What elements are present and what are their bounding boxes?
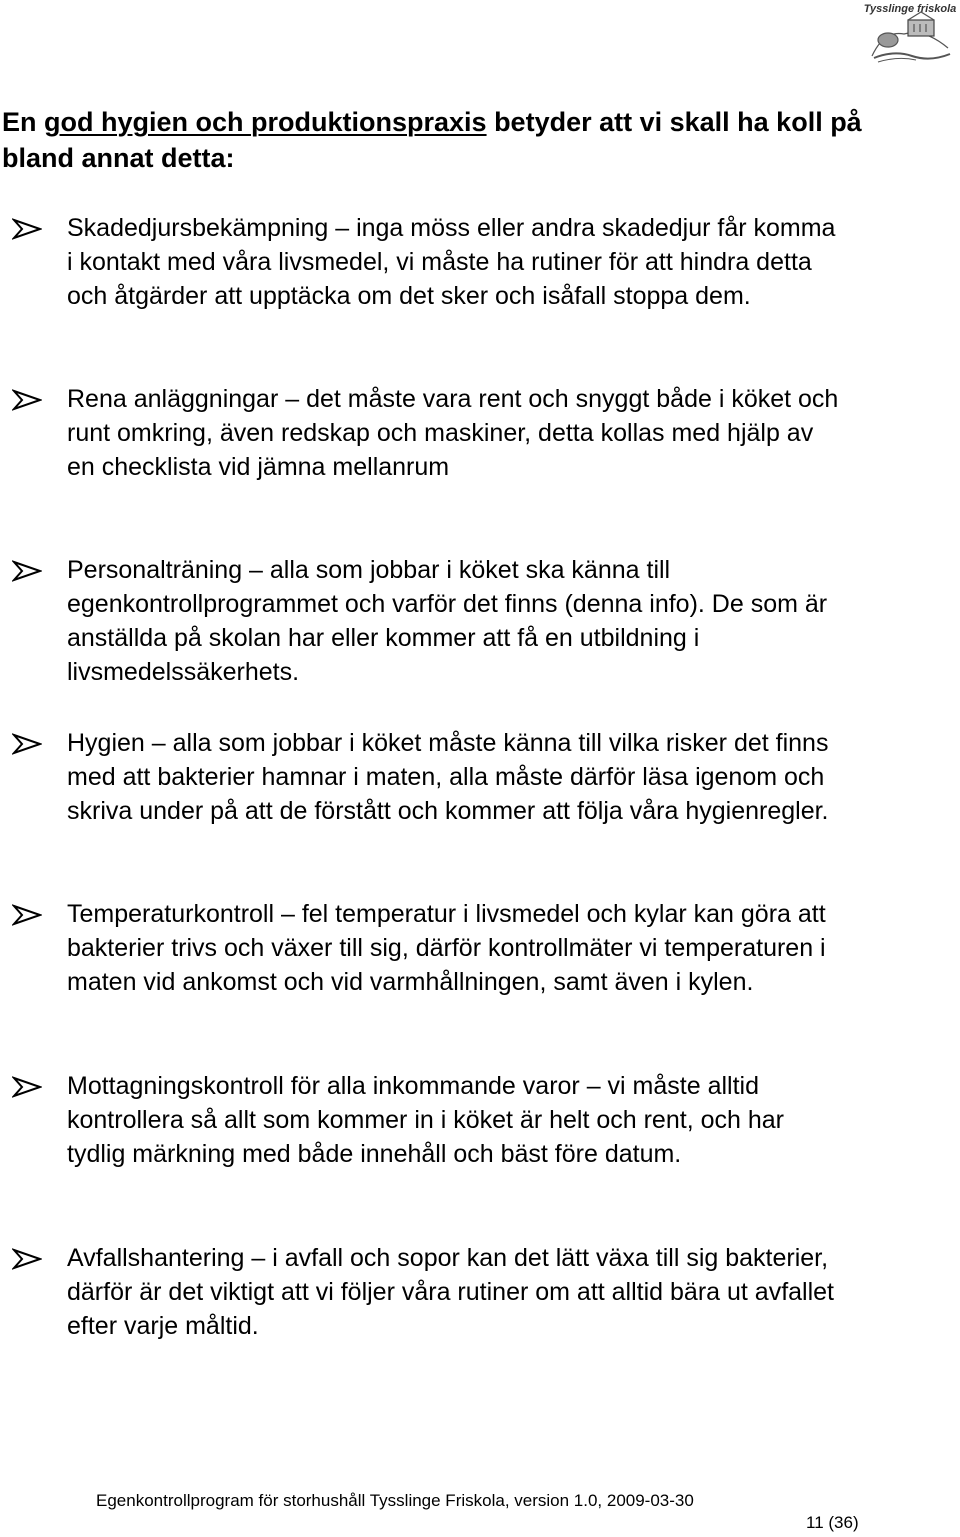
- school-logo: [864, 0, 956, 68]
- heading-prefix: En: [2, 107, 45, 137]
- list-item-text: Avfallshantering – i avfall och sopor kan det lätt växa till sig bakterier, därför är det viktigt att vi följer våra rutiner om att alltid bära ut avfallet efter varje måltid.: [67, 1244, 835, 1340]
- list-item-text: Rena anläggningar – det måste vara rent och snyggt både i köket och runt omkring, även redskap och maskiner, detta kollas med hjälp av en checklista vid jämna mellanrum: [67, 385, 839, 481]
- footer-text: Egenkontrollprogram för storhushåll Tysslinge Friskola, version 1.0, 2009-03-30: [96, 1491, 694, 1510]
- arrow-bullet-icon: [12, 1076, 42, 1098]
- arrow-bullet-icon: [12, 1248, 42, 1270]
- list-item-receiving-control: [67, 1069, 847, 1171]
- arrow-bullet-icon: [12, 733, 42, 755]
- arrow-bullet-icon: [12, 904, 42, 926]
- list-item-staff-training: [67, 553, 847, 689]
- arrow-bullet-icon: [12, 389, 42, 411]
- section-heading: [2, 104, 902, 176]
- list-item-text: Skadedjursbekämpning – inga möss eller andra skadedjur får komma i kontakt med våra livsmedel, vi måste ha rutiner för att hindra detta och åtgärder att upptäcka om det sker och isåfall stoppa dem.: [67, 214, 836, 310]
- list-item-text: Mottagningskontroll för alla inkommande varor – vi måste alltid kontrollera så allt som kommer in i köket är helt och rent, och har tydlig märkning med både innehåll och bäst före datum.: [67, 1072, 784, 1168]
- heading-suffix: betyder att vi skall ha koll på bland annat detta:: [2, 107, 862, 173]
- list-item-clean-facilities: [67, 382, 847, 484]
- heading-underlined: god hygien och produktionspraxis: [44, 107, 487, 137]
- logo-text: Tysslinge friskola: [864, 3, 956, 15]
- list-item-hygiene: [67, 726, 847, 828]
- arrow-bullet-icon: [12, 560, 42, 582]
- list-item-waste-handling: [67, 1241, 847, 1343]
- arrow-bullet-icon: [12, 218, 42, 240]
- list-item-text: Hygien – alla som jobbar i köket måste känna till vilka risker det finns med att bakterier hamnar i maten, alla måste därför läsa igenom och skriva under på att de förstått och kommer att följa våra hygienregler.: [67, 729, 829, 825]
- page-number: 11 (36): [806, 1513, 859, 1532]
- list-item-text: Temperaturkontroll – fel temperatur i livsmedel och kylar kan göra att bakterier trivs och växer till sig, därför kontrollmäter vi temperaturen i maten vid ankomst och vid varmhållningen, samt även i kylen.: [67, 900, 826, 996]
- list-item-pest-control: [67, 211, 847, 313]
- list-item-text: Personalträning – alla som jobbar i köket ska känna till egenkontrollprogrammet och varför det finns (denna info). De som är anställda på skolan har eller kommer att få en utbildning i livsmedelssäkerhets.: [67, 556, 828, 686]
- list-item-temperature-control: [67, 897, 847, 999]
